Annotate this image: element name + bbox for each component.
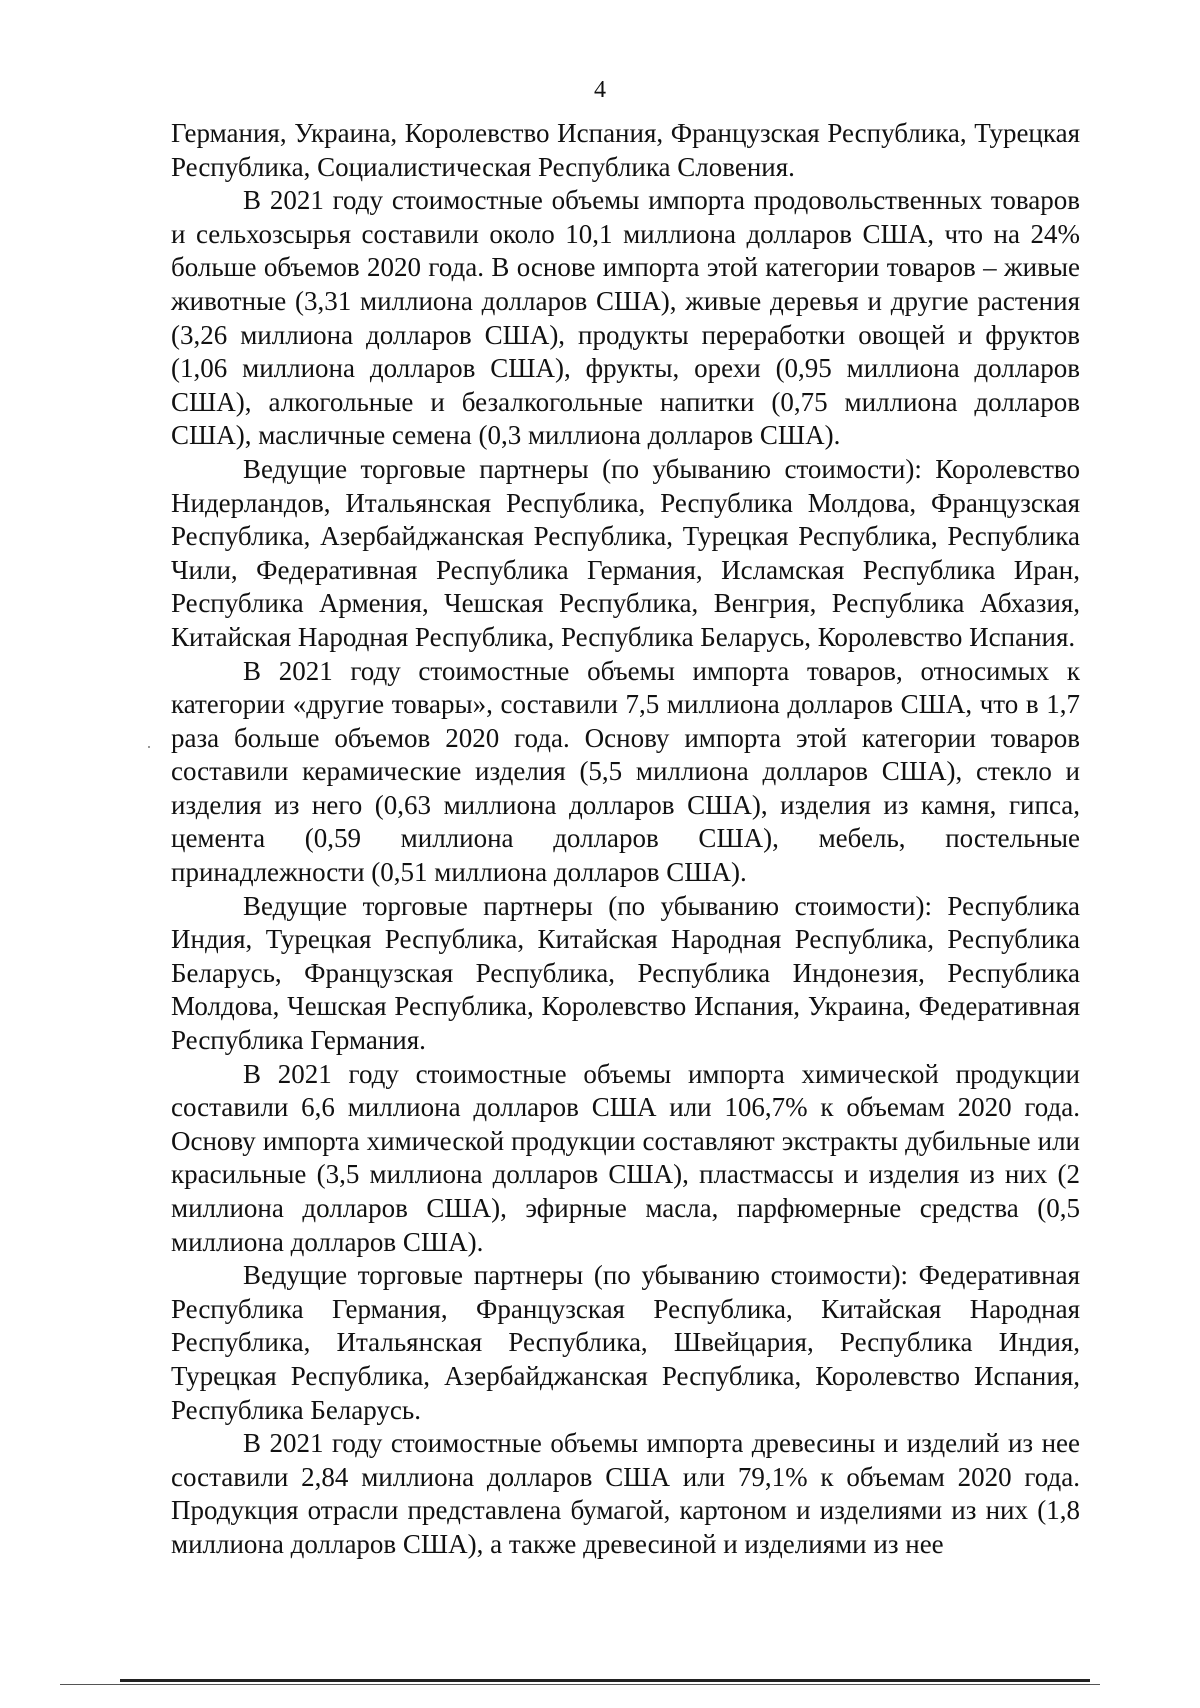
paragraph-food-imports: В 2021 году стоимостные объемы импорта продовольственных товаров и сельхозсырья составили около 10,1 миллиона долларов США, что на 24% больше объемов 2020 года. В основе импорта этой категории товаров – живые животные (3,31 миллиона долларов США), живые деревья и другие растения (3,26 миллиона долларов США), продукты переработки овощей и фруктов (1,06 миллиона долларов США), фрукты, орехи (0,95 миллиона долларов США), алкогольные и безалкогольные напитки (0,75 миллиона долларов США), масличные семена (0,3 миллиона долларов США). [171,185,1080,451]
paragraph-other-goods-imports: В 2021 году стоимостные объемы импорта товаров, относимых к категории «другие товары», составили 7,5 миллиона долларов США, что в 1,7 раза больше объемов 2020 года. Основу импорта этой категории товаров составили керамические изделия (5,5 миллиона долларов США), стекло и изделия из него (0,63 миллиона долларов США), изделия из камня, гипса, цемента (0,59 миллиона долларов США), мебель, постельные принадлежности (0,51 миллиона долларов США). [171,655,1080,888]
paragraph-wood-imports: В 2021 году стоимостные объемы импорта древесины и изделий из нее составили 2,84 миллиона долларов США или 79,1% к объемам 2020 года. Продукция отрасли представлена бумагой, картоном и изделиями из них (1,8 миллиона долларов США), а также древесиной и изделиями из нее [171,1428,1080,1559]
paragraph-other-goods-partners: Ведущие торговые партнеры (по убыванию стоимости): Республика Индия, Турецкая Республика, Китайская Народная Республика, Республика Беларусь, Французская Республика, Республика Индонезия, Республика Молдова, Чешская Республика, Королевство Испания, Украина, Федеративная Республика Германия. [171,890,1080,1056]
document-body [171,117,1080,1562]
paragraph-chemical-partners: Ведущие торговые партнеры (по убыванию стоимости): Федеративная Республика Германия, Французская Республика, Китайская Народная Республика, Итальянская Республика, Швейцария, Республика Индия, Турецкая Республика, Азербайджанская Республика, Королевство Испания, Республика Беларусь. [171,1260,1080,1425]
paragraph-chemical-imports: В 2021 году стоимостные объемы импорта химической продукции составили 6,6 миллиона долларов США или 106,7% к объемам 2020 года. Основу импорта химической продукции составляют экстракты дубильные или красильные (3,5 миллиона долларов США), пластмассы и изделия из них (2 миллиона долларов США), эфирные масла, парфюмерные средства (0,5 миллиона долларов США). [171,1058,1080,1257]
page-bottom-rule [120,1679,1090,1682]
page-bottom-rule-thin [60,1684,1100,1685]
scan-speck [148,746,150,748]
page-number: 4 [594,77,606,103]
paragraph-continuation: Германия, Украина, Королевство Испания, Французская Республика, Турецкая Республика, Социалистическая Республика Словения. [171,118,1080,182]
paragraph-food-partners: Ведущие торговые партнеры (по убыванию стоимости): Королевство Нидерландов, Итальянская Республика, Республика Молдова, Французская Республика, Азербайджанская Республика, Турецкая Республика, Республика Чили, Федеративная Республика Германия, Исламская Республика Иран, Республика Армения, Чешская Республика, Венгрия, Республика Абхазия, Китайская Народная Республика, Республика Беларусь, Королевство Испания. [171,453,1080,652]
